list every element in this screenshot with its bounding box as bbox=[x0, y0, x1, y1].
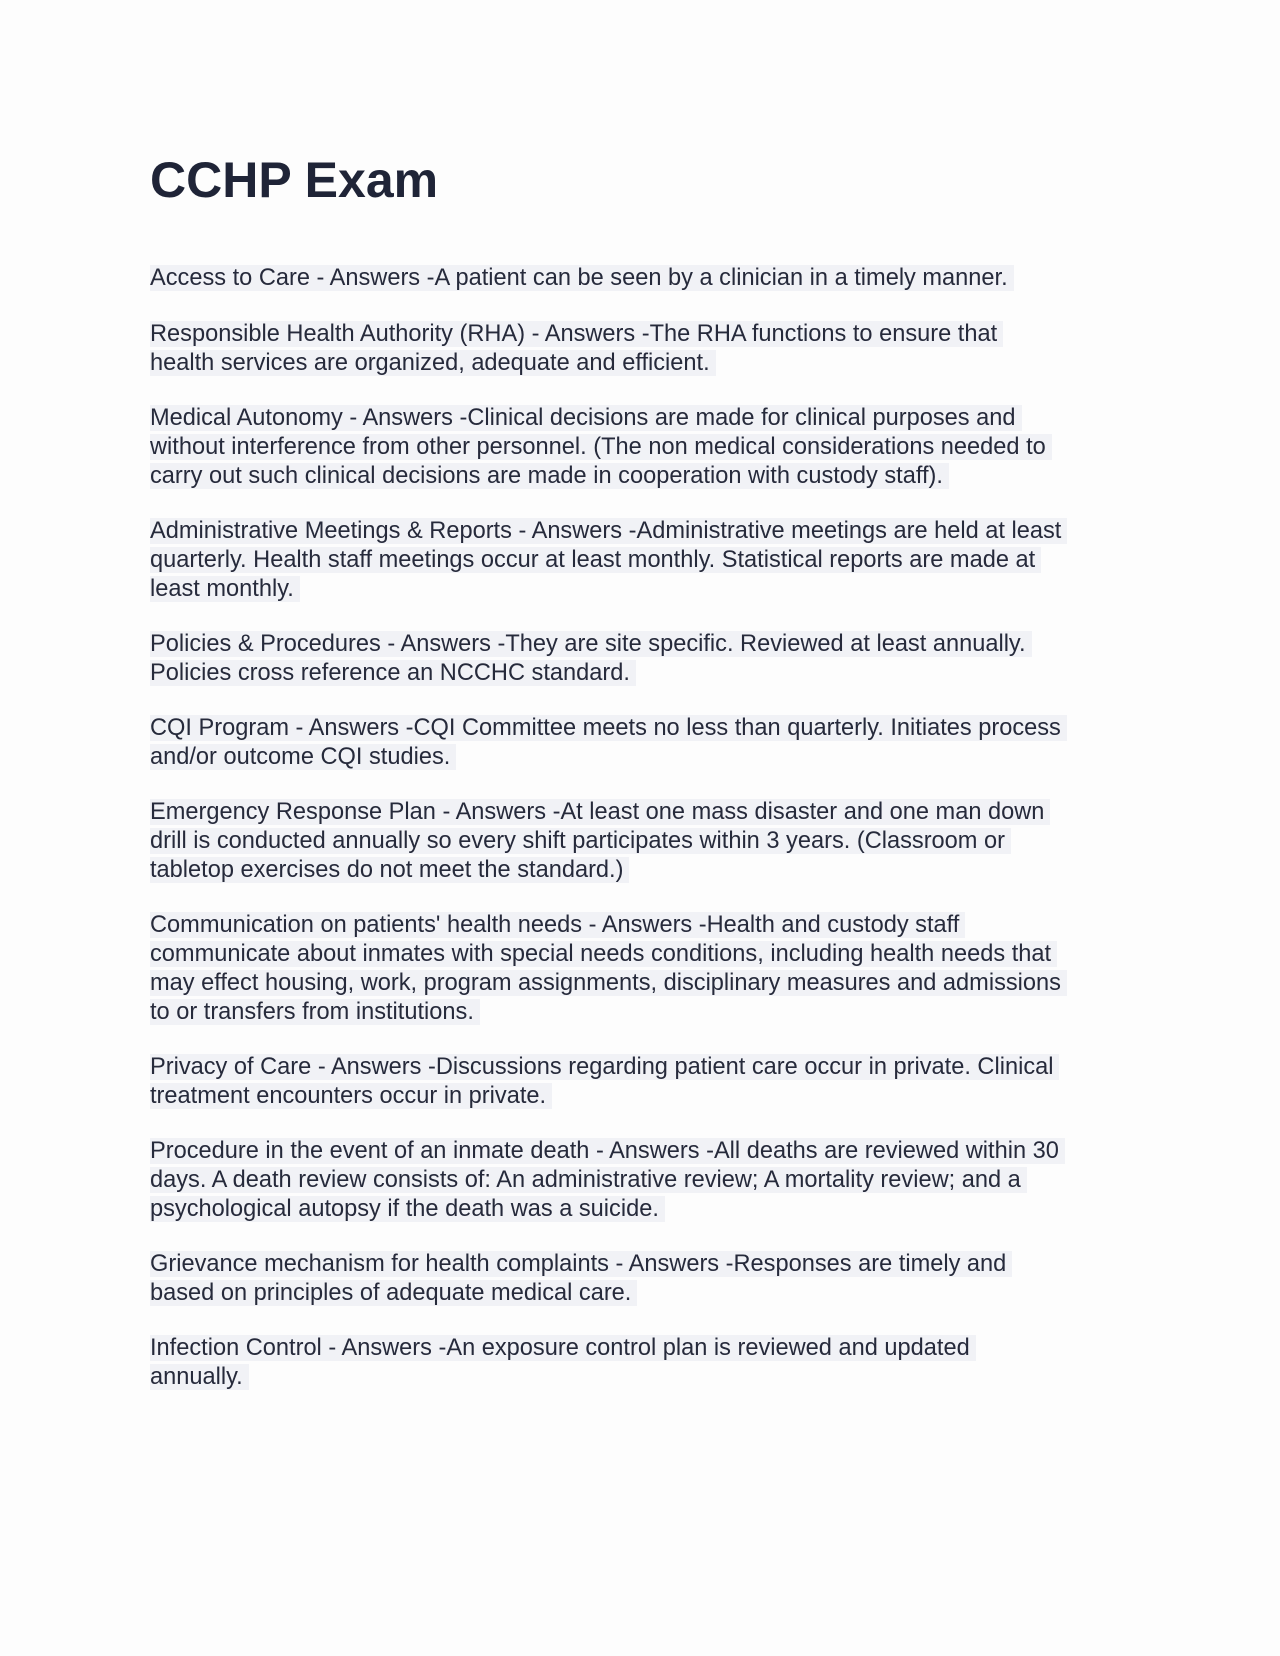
qa-text: Emergency Response Plan - Answers -At least one mass disaster and one man down bbox=[150, 799, 1050, 825]
qa-line bbox=[150, 714, 1150, 743]
qa-text: communicate about inmates with special needs conditions, including health needs that bbox=[150, 941, 1057, 967]
qa-item bbox=[150, 264, 1150, 293]
qa-text: treatment encounters occur in private. bbox=[150, 1083, 552, 1109]
qa-text: CQI Program - Answers -CQI Committee meets no less than quarterly. Initiates process bbox=[150, 715, 1067, 741]
qa-text: Policies & Procedures - Answers -They are site specific. Reviewed at least annually. bbox=[150, 631, 1032, 657]
qa-line bbox=[150, 320, 1150, 349]
qa-item bbox=[150, 630, 1150, 688]
qa-line bbox=[150, 462, 1150, 491]
qa-line bbox=[150, 349, 1150, 378]
qa-text: Communication on patients' health needs - Answers -Health and custody staff bbox=[150, 912, 965, 938]
qa-item bbox=[150, 517, 1150, 604]
qa-item bbox=[150, 911, 1150, 1027]
qa-text: health services are organized, adequate and efficient. bbox=[150, 350, 716, 376]
document-title: CCHP Exam bbox=[150, 152, 439, 208]
qa-line bbox=[150, 575, 1150, 604]
qa-line bbox=[150, 1137, 1150, 1166]
qa-line bbox=[150, 911, 1150, 940]
qa-line bbox=[150, 433, 1150, 462]
qa-line bbox=[150, 264, 1150, 293]
qa-item bbox=[150, 1137, 1150, 1224]
qa-list bbox=[150, 264, 1150, 1392]
qa-line bbox=[150, 1166, 1150, 1195]
qa-text: based on principles of adequate medical care. bbox=[150, 1280, 637, 1306]
qa-item bbox=[150, 1053, 1150, 1111]
qa-line bbox=[150, 1053, 1150, 1082]
qa-text: Policies cross reference an NCCHC standard. bbox=[150, 660, 636, 686]
qa-line bbox=[150, 1250, 1150, 1279]
qa-line bbox=[150, 546, 1150, 575]
qa-line bbox=[150, 969, 1150, 998]
qa-text: Procedure in the event of an inmate death - Answers -All deaths are reviewed within 30 bbox=[150, 1138, 1065, 1164]
qa-text: least monthly. bbox=[150, 576, 300, 602]
qa-line bbox=[150, 998, 1150, 1027]
qa-line bbox=[150, 940, 1150, 969]
qa-text: psychological autopsy if the death was a suicide. bbox=[150, 1196, 665, 1222]
qa-line bbox=[150, 517, 1150, 546]
qa-text: without interference from other personnel. (The non medical considerations needed to bbox=[150, 434, 1052, 460]
qa-text: carry out such clinical decisions are made in cooperation with custody staff). bbox=[150, 463, 949, 489]
qa-line bbox=[150, 827, 1150, 856]
qa-text: and/or outcome CQI studies. bbox=[150, 744, 456, 770]
qa-text: annually. bbox=[150, 1364, 249, 1390]
qa-item bbox=[150, 1250, 1150, 1308]
qa-text: tabletop exercises do not meet the standard.) bbox=[150, 857, 629, 883]
qa-line bbox=[150, 1334, 1150, 1363]
qa-line bbox=[150, 798, 1150, 827]
qa-text: Infection Control - Answers -An exposure control plan is reviewed and updated bbox=[150, 1335, 976, 1361]
qa-line bbox=[150, 630, 1150, 659]
qa-line bbox=[150, 743, 1150, 772]
qa-line bbox=[150, 404, 1150, 433]
qa-line bbox=[150, 1082, 1150, 1111]
qa-line bbox=[150, 856, 1150, 885]
qa-line bbox=[150, 1279, 1150, 1308]
qa-text: Administrative Meetings & Reports - Answers -Administrative meetings are held at least bbox=[150, 518, 1067, 544]
qa-text: drill is conducted annually so every shift participates within 3 years. (Classroom or bbox=[150, 828, 1011, 854]
qa-item bbox=[150, 798, 1150, 885]
qa-item bbox=[150, 1334, 1150, 1392]
qa-text: Grievance mechanism for health complaints - Answers -Responses are timely and bbox=[150, 1251, 1012, 1277]
qa-text: to or transfers from institutions. bbox=[150, 999, 480, 1025]
qa-line bbox=[150, 659, 1150, 688]
qa-text: quarterly. Health staff meetings occur at least monthly. Statistical reports are made at bbox=[150, 547, 1041, 573]
qa-line bbox=[150, 1195, 1150, 1224]
qa-text: days. A death review consists of: An administrative review; A mortality review; and a bbox=[150, 1167, 1027, 1193]
qa-item bbox=[150, 404, 1150, 491]
qa-item bbox=[150, 320, 1150, 378]
qa-text: Privacy of Care - Answers -Discussions regarding patient care occur in private. Clinical bbox=[150, 1054, 1059, 1080]
qa-text: Responsible Health Authority (RHA) - Answers -The RHA functions to ensure that bbox=[150, 321, 1003, 347]
qa-line bbox=[150, 1363, 1150, 1392]
qa-item bbox=[150, 714, 1150, 772]
qa-text: Medical Autonomy - Answers -Clinical decisions are made for clinical purposes and bbox=[150, 405, 1022, 431]
qa-text: Access to Care - Answers -A patient can be seen by a clinician in a timely manner. bbox=[150, 265, 1014, 291]
qa-text: may effect housing, work, program assignments, disciplinary measures and admissions bbox=[150, 970, 1067, 996]
